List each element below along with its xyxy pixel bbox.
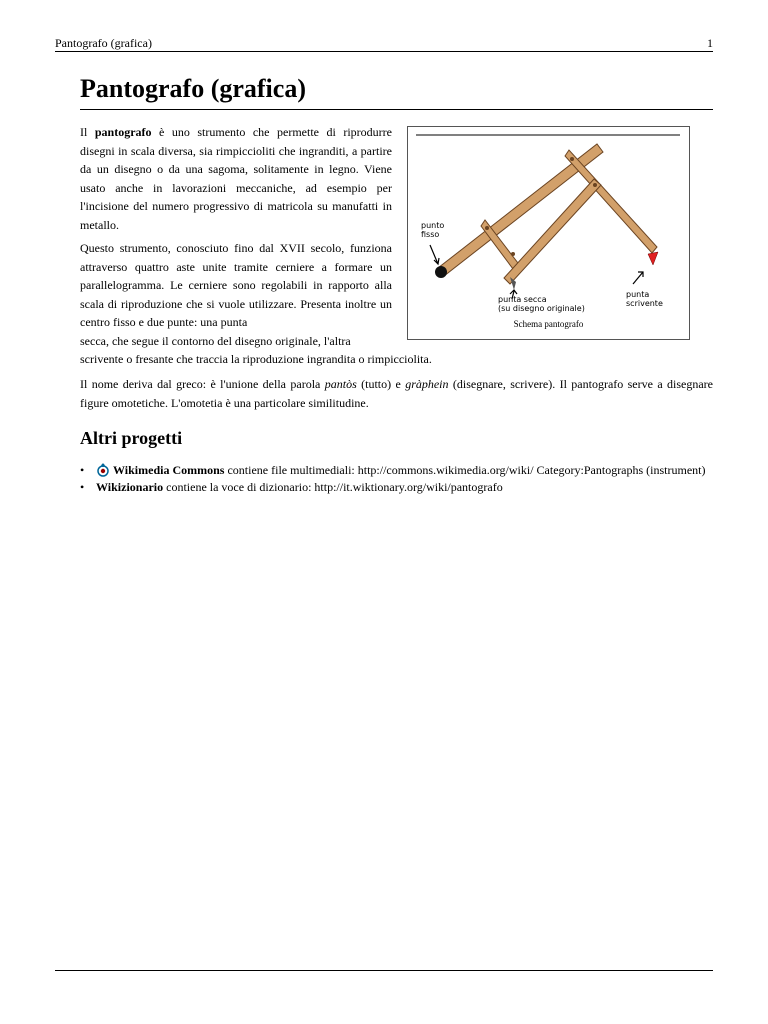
text-run: Il [80,125,95,139]
intro-paragraph-2: Questo strumento, conosciuto fino dal XVII secolo, funziona attraverso quattro aste unite tramite cerniere a formare un parallelogramma. Le cerniere sono regolabili in rapporto alla scala di riproduzione che si vuole utilizzare. Presenta inoltre un centro fisso e due punte: una punta [80,241,392,329]
title-rule [80,109,713,110]
label-fixed-point: punto fisso [421,221,445,239]
text-run: (disegnare, scrivere). Il pantografo serve a disegnare figure omotetiche. L'omotetia è una particolare similitudine. [80,377,713,410]
term-bold: pantografo [94,125,152,139]
label-dry-point: punta secca (su disegno originale) [498,295,585,313]
link-wikizionario[interactable]: Wikizionario [96,480,164,494]
running-title: Pantografo (grafica) [55,36,152,50]
wikimedia-commons-icon [96,463,110,477]
section-heading: Altri progetti [80,428,183,448]
fixed-point [435,266,447,278]
bullet: • [80,463,85,477]
intro-paragraph-1 [80,123,392,234]
text-run: è uno strumento che permette di riprodurre disegni in scala diversa, sia rimpiccioliti che ingranditi, a partire da un disegno o da una sagoma, solitamente in legno. Viene usato anche in lavorazioni meccaniche, ad esempio per l'incisione del numero progressivo di matricola su manufatti in metallo. [80,125,392,232]
label-writing-point: punta scrivente [626,290,663,308]
link-wikimedia-commons[interactable]: Wikimedia Commons [113,463,225,477]
figure-caption: Schema pantografo [513,319,584,329]
writing-tip [648,252,658,265]
list-item-commons [80,462,713,479]
page-number: 1 [707,36,713,50]
item-text: contiene la voce di dizionario: http://it.wiktionary.org/wiki/pantografo [163,480,503,494]
text-run: Il nome deriva dal greco: è l'unione della parola [80,377,325,391]
footer-rule [55,970,713,971]
intro-paragraph-2-end: scrivente o fresante che traccia la riproduzione ingrandita o rimpicciolita. [80,352,432,366]
item-text: contiene file multimediali: http://commons.wikimedia.org/wiki/ Category:Pantographs (instrument) [224,463,706,477]
greek-term: pantòs [324,377,357,391]
intro-paragraph-2-line: secca, che segue il contorno del disegno originale, l'altra [80,334,351,348]
list-item-wiktionary [80,479,713,496]
text-run: (tutto) e [356,377,406,391]
page-title: Pantografo (grafica) [80,74,306,103]
pantograph-figure [407,126,690,340]
related-projects-list [80,462,713,496]
etymology-paragraph [80,375,713,412]
pantograph-arms [438,144,657,284]
arm-short-right [504,179,601,284]
bullet: • [80,480,85,494]
greek-term: gràphein [405,377,449,391]
running-header [55,36,713,52]
